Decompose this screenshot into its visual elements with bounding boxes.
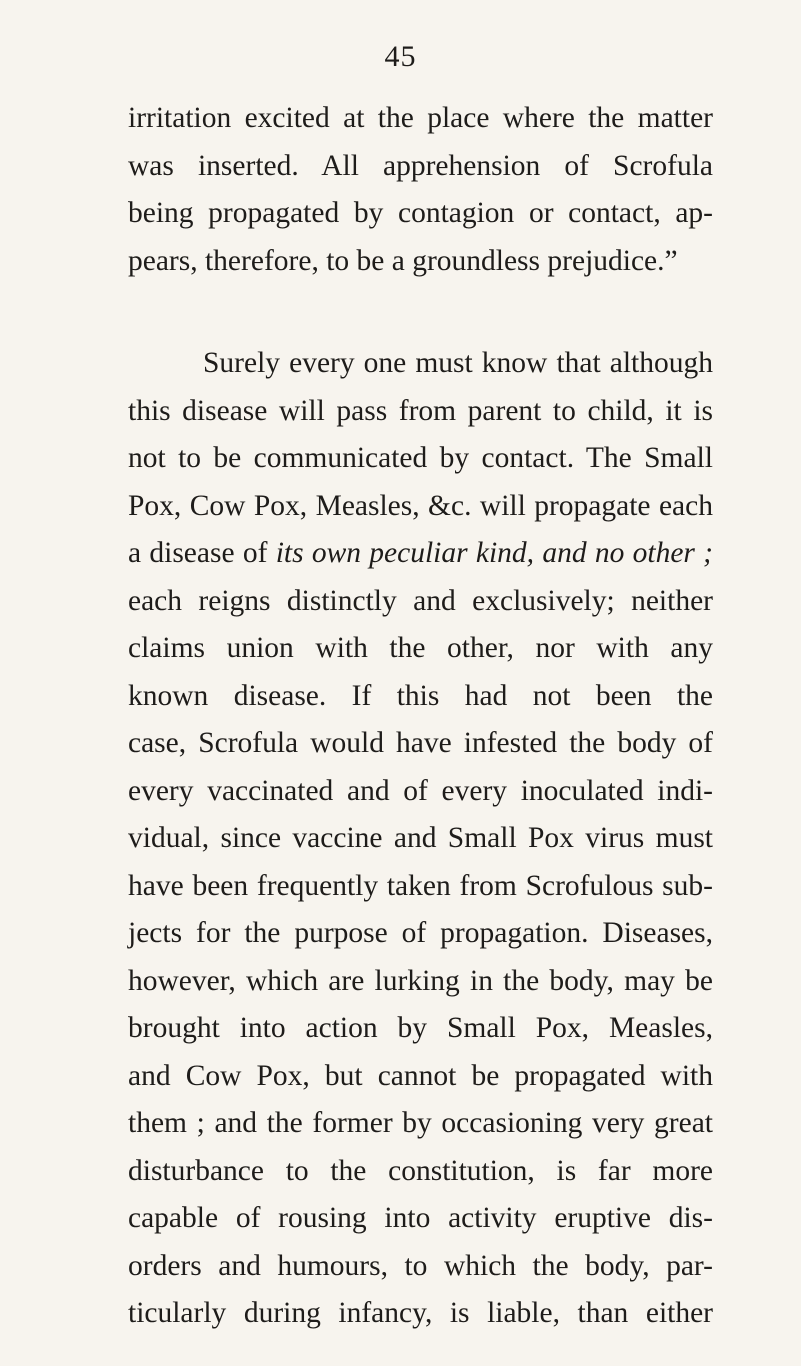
text-italic: its own peculiar kind, and no other ;: [275, 537, 713, 569]
text-line-mixed: [128, 530, 713, 578]
text-line: not to be communicated by contact. The Small: [128, 442, 713, 474]
text-line: ticularly during infancy, is liable, than either: [128, 1297, 713, 1329]
text-line: pears, therefore, to be a groundless prejudice.”: [128, 244, 678, 277]
text-line: and Cow Pox, but cannot be propagated with: [128, 1059, 713, 1092]
text-line: known disease. If this had not been the: [128, 679, 713, 712]
text-line: disturbance to the constitution, is far more: [128, 1154, 713, 1187]
text-line: claims union with the other, nor with any: [128, 632, 713, 664]
text-line: jects for the purpose of propagation. Diseases,: [128, 917, 713, 949]
text-line: each reigns distinctly and exclusively; neither: [128, 584, 713, 617]
paragraph-2: [128, 340, 713, 1338]
text-line: Pox, Cow Pox, Measles, &c. will propagate each: [128, 489, 713, 522]
text-line: have been frequently taken from Scrofulous sub-: [128, 869, 713, 902]
text-line: this disease will pass from parent to child, it is: [128, 394, 713, 427]
paragraph-gap: [128, 285, 713, 340]
page-number: 45: [384, 40, 417, 73]
text-line: capable of rousing into activity eruptive dis-: [128, 1202, 713, 1234]
text-line: Surely every one must know that although: [203, 347, 713, 379]
text-line: orders and humours, to which the body, par-: [128, 1249, 713, 1282]
text-line: vidual, since vaccine and Small Pox virus must: [128, 822, 713, 854]
text-roman: a disease of: [128, 537, 276, 569]
text-line: irritation excited at the place where the matter: [128, 102, 713, 134]
text-line: every vaccinated and of every inoculated indi-: [128, 774, 713, 807]
paragraph-1: [128, 95, 713, 285]
text-line: them ; and the former by occasioning very great: [128, 1107, 713, 1139]
text-line: case, Scrofula would have infested the body of: [128, 727, 713, 759]
text-line: being propagated by contagion or contact, ap-: [128, 197, 713, 229]
body-text: [128, 95, 713, 1338]
text-line: however, which are lurking in the body, may be: [128, 964, 713, 997]
text-line: brought into action by Small Pox, Measles,: [128, 1012, 713, 1044]
text-line: was inserted. All apprehension of Scrofula: [128, 149, 713, 182]
